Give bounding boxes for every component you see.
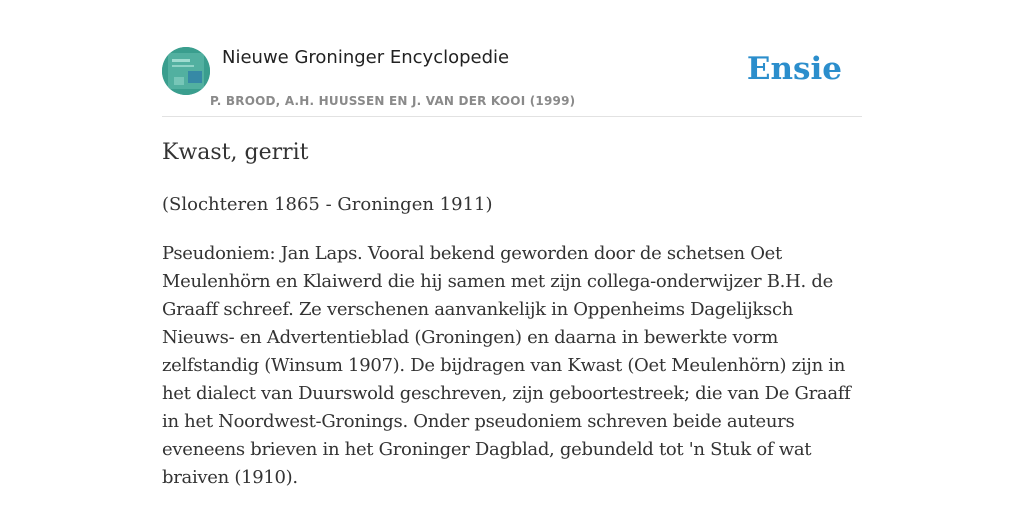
book-cover-image (162, 47, 210, 95)
entry-lifespan: (Slochteren 1865 - Groningen 1911) (162, 194, 493, 215)
header (162, 44, 862, 117)
book-cover-thumbnail[interactable] (162, 47, 210, 95)
ensie-logo[interactable]: Ensie (746, 51, 842, 87)
entry-title: Kwast, gerrit (162, 140, 309, 165)
book-title[interactable]: Nieuwe Groninger Encyclopedie (222, 47, 510, 68)
entry-body: Pseudoniem: Jan Laps. Vooral bekend geworden door de schetsen Oet Meulenhörn en Klaiwerd die hij samen met zijn collega-onderwijzer B.H. de Graaff schreef. Ze verschenen aanvankelijk in Oppenheims Dagelijksch Nieuws- en Advertentieblad (Groningen) en daarna in bewerkte vorm zelfstandig (Winsum 1907). De bijdragen van Kwast (Oet Meulenhörn) zijn in het dialect van Duurswold geschreven, zijn geboortestreek; die van De Graaff in het Noordwest-Gronings. Onder pseudoniem schreven beide auteurs eveneens brieven in het Groninger Dagblad, gebundeld tot 'n Stuk of wat braiven (1910). (162, 243, 851, 488)
book-authors: P. BROOD, A.H. HUUSSEN EN J. VAN DER KOOI (1999) (210, 94, 576, 108)
